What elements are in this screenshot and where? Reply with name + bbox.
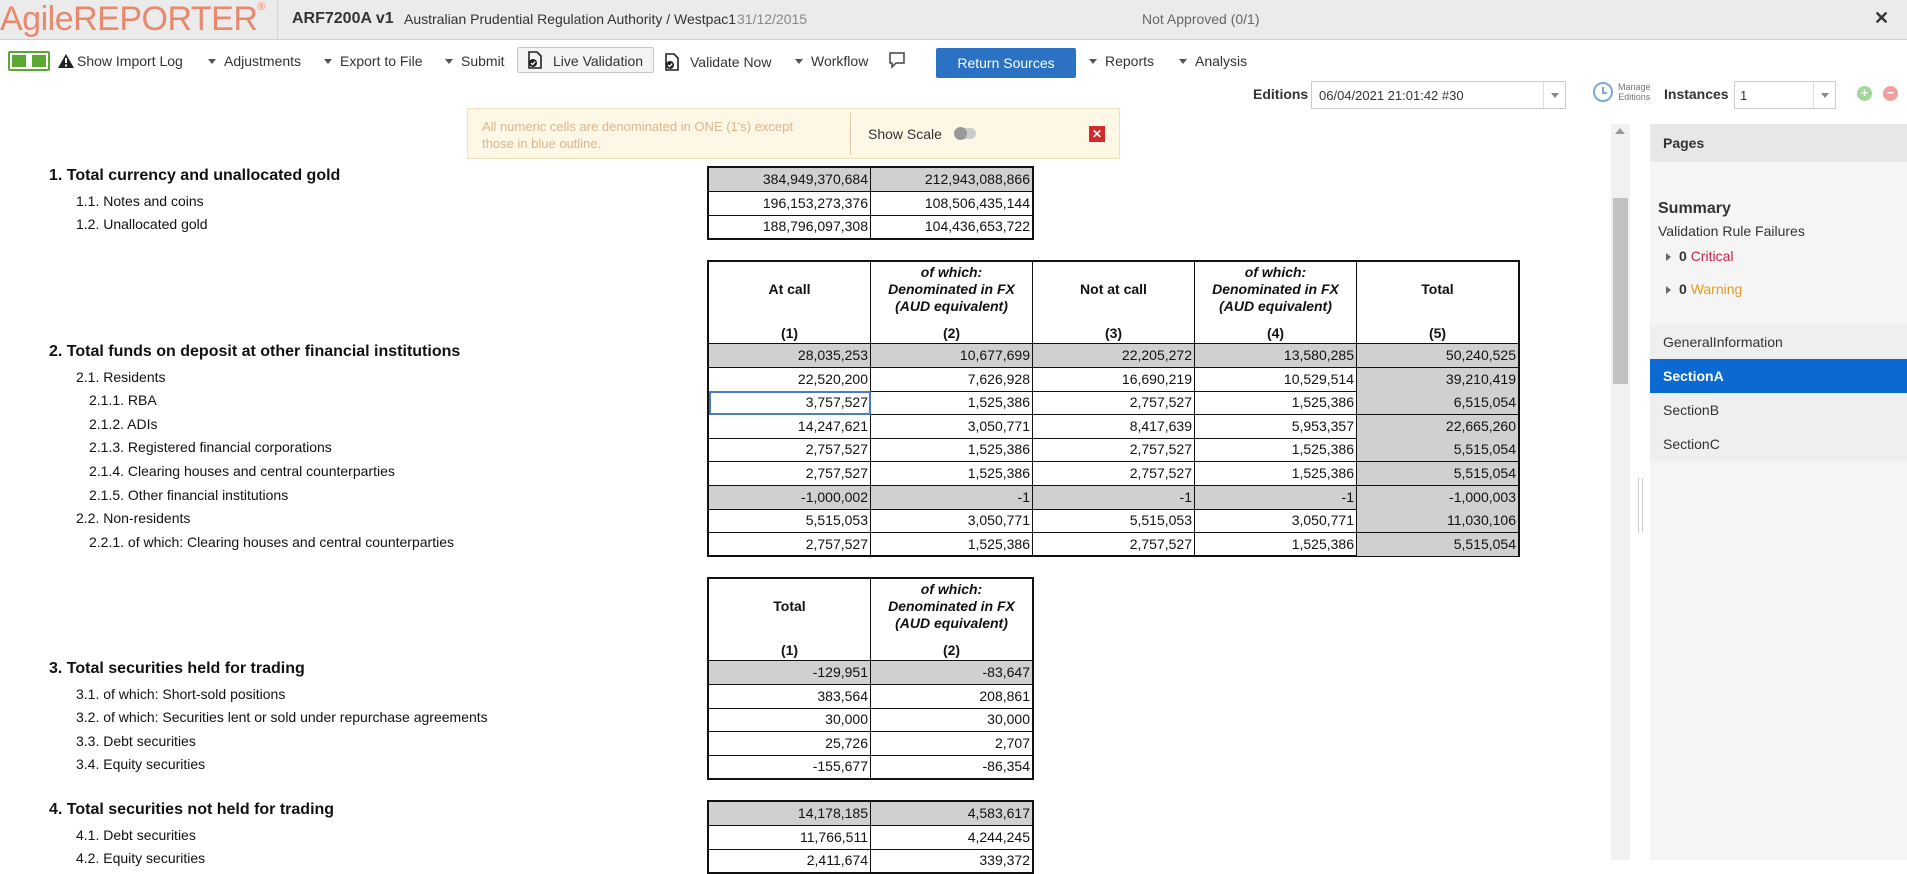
section3-cell[interactable]: 208,861 (871, 685, 1033, 709)
warning-count: 0 (1679, 281, 1687, 297)
regulator-entity: Australian Prudential Regulation Authority / Westpac1 (404, 11, 737, 27)
scale-notice (467, 108, 1120, 159)
workflow-menu[interactable] (795, 53, 868, 69)
form-content (0, 124, 1606, 869)
page-nav-sectionb[interactable]: SectionB (1650, 393, 1907, 427)
section2-cell[interactable]: 5,515,054 (1357, 438, 1519, 462)
column-header-title: Total (1421, 281, 1454, 297)
instances-select[interactable] (1734, 81, 1836, 109)
section2-cell[interactable]: 7,626,928 (871, 368, 1033, 392)
submit-label: Submit (461, 53, 505, 69)
section1-cell[interactable]: 196,153,273,376 (709, 192, 871, 216)
section4-row-label: 4. Total securities not held for trading (49, 801, 335, 818)
section2-cell[interactable]: 8,417,639 (1033, 415, 1195, 439)
section2-cell[interactable]: 5,953,357 (1195, 415, 1357, 439)
chevron-down-icon (795, 59, 803, 64)
section1-cell[interactable]: 212,943,088,866 (871, 168, 1033, 192)
section2-cell[interactable]: 6,515,054 (1357, 391, 1519, 415)
analysis-menu[interactable] (1179, 53, 1247, 69)
manage-editions-line1: Manage (1618, 82, 1651, 92)
chevron-down-icon[interactable] (1813, 82, 1835, 108)
column-header-title: At call (768, 281, 811, 297)
section4-table (707, 800, 1034, 874)
section2-cell[interactable]: 10,677,699 (871, 344, 1033, 368)
add-instance-icon[interactable]: + (1857, 86, 1872, 101)
scroll-up-arrow-icon[interactable] (1615, 128, 1625, 134)
section2-cell[interactable]: -1 (871, 486, 1033, 510)
section2-row-label: 2.1.4. Clearing houses and central counterparties (89, 463, 395, 479)
section3-row-label: 3.4. Equity securities (76, 756, 206, 773)
close-icon[interactable]: ✕ (1874, 8, 1890, 28)
section1-cell[interactable]: 104,436,653,722 (871, 215, 1033, 239)
column-header-number: (5) (1428, 325, 1447, 341)
pages-panel (1650, 124, 1907, 860)
column-header-title: Not at call (1080, 281, 1147, 297)
section2-column-header (1357, 262, 1519, 344)
live-validation-label: Live Validation (553, 53, 644, 69)
section3-cell[interactable]: 2,707 (871, 732, 1033, 756)
page-nav-sectionc[interactable]: SectionC (1650, 427, 1907, 461)
chevron-down-icon[interactable] (1543, 82, 1565, 108)
adjustments-label: Adjustments (224, 53, 302, 69)
export-to-file-menu[interactable] (324, 53, 422, 69)
analysis-label: Analysis (1195, 53, 1248, 69)
summary-title: Summary (1658, 200, 1731, 217)
validation-failures-label: Validation Rule Failures (1658, 223, 1805, 239)
section3-column-header (709, 579, 871, 661)
lock-icon (32, 55, 46, 67)
section2-cell[interactable]: 14,247,621 (709, 415, 871, 439)
section4-cell[interactable]: 4,583,617 (871, 802, 1033, 826)
section3-cell[interactable]: 30,000 (871, 708, 1033, 732)
editions-select[interactable] (1311, 81, 1566, 109)
section2-cell[interactable]: 2,757,527 (1033, 462, 1195, 486)
approval-status: Not Approved (0/1) (1142, 11, 1260, 27)
section4-cell[interactable]: 14,178,185 (709, 802, 871, 826)
section2-cell[interactable]: 5,515,054 (1357, 533, 1519, 557)
validate-now-label: Validate Now (690, 54, 772, 70)
column-header-number: (2) (942, 325, 961, 341)
column-header-number: (2) (942, 642, 961, 658)
section2-cell[interactable]: 13,580,285 (1195, 344, 1357, 368)
section2-cell[interactable]: 3,050,771 (1195, 509, 1357, 533)
column-header-title: of which: Denominated in FX (AUD equivalent) (1212, 264, 1339, 314)
column-header-number: (1) (780, 642, 799, 658)
warning-label: Warning (1690, 281, 1743, 297)
section2-cell[interactable]: 22,205,272 (1033, 344, 1195, 368)
section2-cell[interactable]: 3,050,771 (871, 509, 1033, 533)
chevron-down-icon (445, 59, 453, 64)
section1-cell[interactable]: 108,506,435,144 (871, 192, 1033, 216)
section2-cell[interactable]: 2,757,527 (1033, 533, 1195, 557)
section2-cell[interactable]: 2,757,527 (709, 533, 871, 557)
section2-cell[interactable]: -1,000,003 (1357, 486, 1519, 510)
section1-cell[interactable]: 384,949,370,684 (709, 168, 871, 192)
section1-cell[interactable]: 188,796,097,308 (709, 215, 871, 239)
section2-cell[interactable]: 16,690,219 (1033, 368, 1195, 392)
section2-cell[interactable]: 1,525,386 (1195, 533, 1357, 557)
show-import-log-button[interactable] (58, 53, 183, 69)
section4-cell[interactable]: 11,766,511 (709, 826, 871, 850)
show-import-log-label: Show Import Log (77, 53, 183, 69)
chevron-down-icon (1179, 59, 1187, 64)
section2-cell[interactable]: 2,757,527 (709, 438, 871, 462)
reports-menu[interactable] (1089, 53, 1154, 69)
scrollbar-thumb[interactable] (1613, 198, 1628, 384)
workflow-label: Workflow (811, 53, 869, 69)
critical-failures-item[interactable] (1666, 248, 1733, 264)
section3-cell[interactable]: -83,647 (871, 661, 1033, 685)
section2-row-label: 2.1.3. Registered financial corporations (89, 439, 332, 456)
section2-cell[interactable]: -1 (1033, 486, 1195, 510)
section3-cell[interactable]: -86,354 (871, 755, 1033, 779)
section2-row-label: 2.1.1. RBA (89, 392, 157, 409)
section4-cell[interactable]: 4,244,245 (871, 826, 1033, 850)
toolbar (0, 41, 1907, 81)
remove-instance-icon[interactable]: − (1883, 86, 1898, 101)
section4-cell[interactable]: 339,372 (871, 849, 1033, 873)
section2-cell[interactable]: 39,210,419 (1357, 368, 1519, 392)
section2-cell[interactable]: 2,757,527 (1033, 438, 1195, 462)
section2-column-header (1033, 262, 1195, 344)
adjustments-menu[interactable] (208, 53, 301, 69)
column-header-number: (1) (780, 325, 799, 341)
section2-cell[interactable]: 1,525,386 (1195, 438, 1357, 462)
section3-table (707, 577, 1034, 780)
section2-column-header (709, 262, 871, 344)
section3-cell[interactable]: -155,677 (709, 755, 871, 779)
section3-cell[interactable]: -129,951 (709, 661, 871, 685)
divider (850, 113, 851, 155)
section2-table (707, 260, 1520, 557)
column-header-title: Total (773, 598, 806, 614)
vertical-scrollbar[interactable] (1611, 124, 1630, 860)
validate-now-button[interactable] (664, 53, 771, 71)
column-header-number: (4) (1266, 325, 1285, 341)
instances-value: 1 (1740, 88, 1748, 103)
chevron-down-icon (324, 59, 332, 64)
section1-row-label: 1.2. Unallocated gold (76, 216, 208, 233)
section3-cell[interactable]: 25,726 (709, 732, 871, 756)
section2-cell[interactable]: 1,525,386 (871, 462, 1033, 486)
section3-row-label: 3. Total securities held for trading (49, 660, 305, 677)
section2-cell[interactable]: 5,515,053 (709, 509, 871, 533)
section2-cell[interactable]: 1,525,386 (871, 438, 1033, 462)
reporting-period: 31/12/2015 (737, 11, 808, 27)
instances-label: Instances (1664, 86, 1729, 102)
export-label: Export to File (340, 53, 423, 69)
section2-row-label: 2. Total funds on deposit at other financial institutions (49, 343, 461, 360)
section4-cell[interactable]: 2,411,674 (709, 849, 871, 873)
submit-menu[interactable] (445, 53, 505, 69)
section2-cell[interactable]: 2,757,527 (1033, 391, 1195, 415)
section2-cell[interactable]: 1,525,386 (871, 533, 1033, 557)
close-notice-icon[interactable]: ✕ (1089, 126, 1105, 142)
logo-registered-mark: ® (257, 1, 266, 13)
comment-icon[interactable] (888, 51, 906, 72)
section3-row-label: 3.1. of which: Short-sold positions (76, 685, 286, 702)
section2-row-label: 2.2. Non-residents (76, 510, 191, 527)
warning-failures-item[interactable] (1666, 281, 1742, 297)
section4-row-label: 4.2. Equity securities (76, 850, 206, 867)
section4-row-label: 4.1. Debt securities (76, 826, 196, 843)
column-header-title: of which: Denominated in FX (AUD equivalent) (888, 264, 1015, 314)
section2-cell[interactable]: 11,030,106 (1357, 509, 1519, 533)
section3-cell[interactable]: 383,564 (709, 685, 871, 709)
notice-text: All numeric cells are denominated in ONE (1's) except those in blue outline. (482, 119, 794, 151)
section2-cell[interactable]: 2,757,527 (709, 462, 871, 486)
section2-cell[interactable]: 5,515,053 (1033, 509, 1195, 533)
expand-arrow-icon[interactable] (1666, 253, 1671, 261)
panel-resize-handle[interactable] (1638, 478, 1643, 533)
live-validation-button[interactable] (517, 47, 654, 73)
critical-count: 0 (1679, 248, 1687, 264)
return-sources-button[interactable]: Return Sources (936, 48, 1076, 78)
section3-row-label: 3.2. of which: Securities lent or sold under repurchase agreements (76, 709, 488, 726)
manage-editions-line2: Editions (1618, 92, 1651, 102)
section2-cell[interactable]: 1,525,386 (1195, 391, 1357, 415)
section1-table (707, 166, 1034, 240)
section1-row-label: 1. Total currency and unallocated gold (49, 167, 341, 184)
column-header-title: of which: Denominated in FX (AUD equivalent) (888, 581, 1015, 631)
section2-cell[interactable]: 1,525,386 (871, 391, 1033, 415)
section2-cell[interactable]: 3,757,527 (709, 391, 871, 415)
section1-row-label: 1.1. Notes and coins (76, 192, 204, 209)
section2-row-label: 2.2.1. of which: Clearing houses and central counterparties (89, 533, 454, 550)
editions-value: 06/04/2021 21:01:42 #30 (1319, 88, 1464, 103)
section2-column-header (871, 262, 1033, 344)
section2-cell[interactable]: 1,525,386 (1195, 462, 1357, 486)
section3-cell[interactable]: 30,000 (709, 708, 871, 732)
form-code: ARF7200A v1 (292, 10, 394, 27)
column-header-number: (3) (1104, 325, 1123, 341)
section2-cell[interactable]: 3,050,771 (871, 415, 1033, 439)
divider (277, 0, 278, 40)
document-check-icon (527, 51, 543, 69)
show-scale-label: Show Scale (868, 126, 942, 142)
section2-cell[interactable]: 22,520,200 (709, 368, 871, 392)
show-scale-toggle[interactable] (954, 128, 976, 139)
logo-text: AgileREPORTER (0, 0, 258, 38)
critical-label: Critical (1690, 248, 1734, 264)
page-nav-sectiona[interactable]: SectionA (1650, 359, 1907, 393)
section2-cell[interactable]: 28,035,253 (709, 344, 871, 368)
section2-row-label: 2.1. Residents (76, 368, 166, 385)
section3-column-header (871, 579, 1033, 661)
document-check-icon (664, 53, 680, 71)
chevron-down-icon (1089, 59, 1097, 64)
section2-cell[interactable]: -1 (1195, 486, 1357, 510)
grid-view-toggle[interactable] (8, 51, 50, 71)
section2-cell[interactable]: 50,240,525 (1357, 344, 1519, 368)
warning-icon (58, 54, 74, 68)
section2-cell[interactable]: 5,515,054 (1357, 462, 1519, 486)
chevron-down-icon (208, 59, 216, 64)
grid-icon (12, 55, 26, 67)
section2-column-header (1195, 262, 1357, 344)
section2-row-label: 2.1.5. Other financial institutions (89, 486, 289, 503)
reports-label: Reports (1105, 53, 1155, 69)
agile-reporter-logo (0, 0, 265, 40)
section2-cell[interactable]: 10,529,514 (1195, 368, 1357, 392)
manage-editions-button[interactable] (1618, 82, 1651, 102)
editions-label: Editions (1253, 86, 1309, 102)
title-bar (0, 0, 1907, 40)
section2-cell[interactable]: -1,000,002 (709, 486, 871, 510)
section2-cell[interactable]: 22,665,260 (1357, 415, 1519, 439)
clock-icon[interactable] (1593, 82, 1613, 102)
pages-header: Pages (1650, 124, 1907, 162)
page-nav-generalinformation[interactable]: GeneralInformation (1650, 325, 1907, 359)
section2-row-label: 2.1.2. ADIs (89, 415, 158, 432)
expand-arrow-icon[interactable] (1666, 286, 1671, 294)
section3-row-label: 3.3. Debt securities (76, 732, 196, 749)
